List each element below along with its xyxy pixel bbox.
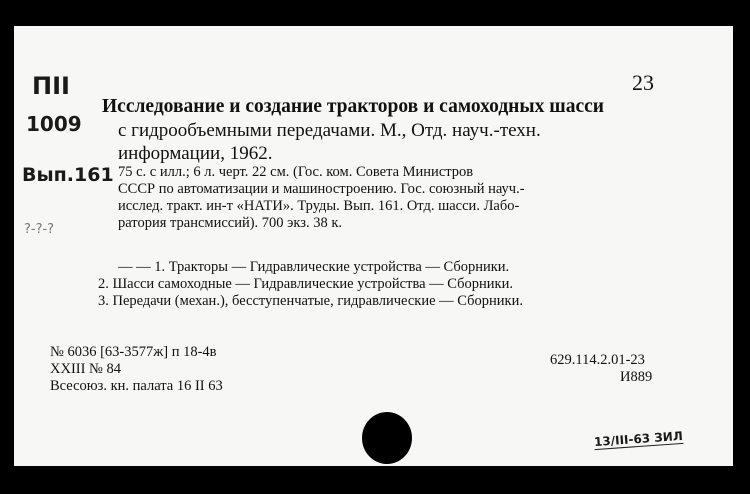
footer-left-line-3: Всесоюз. кн. палата 16 II 63 bbox=[50, 378, 223, 394]
footer-left-line-2: XXIII № 84 bbox=[50, 361, 122, 377]
title-line-2: с гидрообъемными передачами. М., Отд. науч.-техн. bbox=[118, 120, 541, 141]
subject-line-1: — — 1. Тракторы — Гидравлические устройства — Сборники. bbox=[118, 259, 510, 275]
author-mark: И889 bbox=[620, 369, 653, 385]
handwritten-date: 13/III-63 ЗИЛ bbox=[593, 428, 684, 450]
catalog-card bbox=[14, 26, 733, 466]
handwritten-shelf-mark: ПII bbox=[32, 72, 70, 100]
handwritten-issue: Вып.161 bbox=[22, 164, 114, 186]
title-line-3: информации, 1962. bbox=[118, 143, 273, 164]
description-line-4: ратория трансмиссий). 700 экз. 38 к. bbox=[118, 215, 343, 231]
subject-line-3: 3. Передачи (механ.), бесступенчатые, гидравлические — Сборники. bbox=[98, 293, 523, 309]
classification-code: 629.114.2.01-23 bbox=[550, 352, 645, 368]
handwritten-smudge: ?-?-? bbox=[24, 222, 55, 237]
handwritten-number: 1009 bbox=[26, 112, 82, 136]
description-line-3: исслед. тракт. ин-т «НАТИ». Труды. Вып. 161. Отд. шасси. Лабо- bbox=[118, 198, 520, 214]
subject-line-2: 2. Шасси самоходные — Гидравлические устройства — Сборники. bbox=[98, 276, 513, 292]
title-line-1: Исследование и создание тракторов и самоходных шасси bbox=[102, 96, 605, 117]
punch-hole bbox=[362, 412, 412, 464]
footer-left-line-1: № 6036 [63-3577ж] п 18-4в bbox=[50, 344, 217, 360]
description-line-1: 75 с. с илл.; 6 л. черт. 22 см. (Гос. ком. Совета Министров bbox=[118, 164, 474, 180]
card-number: 23 bbox=[632, 70, 654, 95]
description-line-2: СССР по автоматизации и машиностроению. Гос. союзный науч.- bbox=[118, 181, 525, 197]
